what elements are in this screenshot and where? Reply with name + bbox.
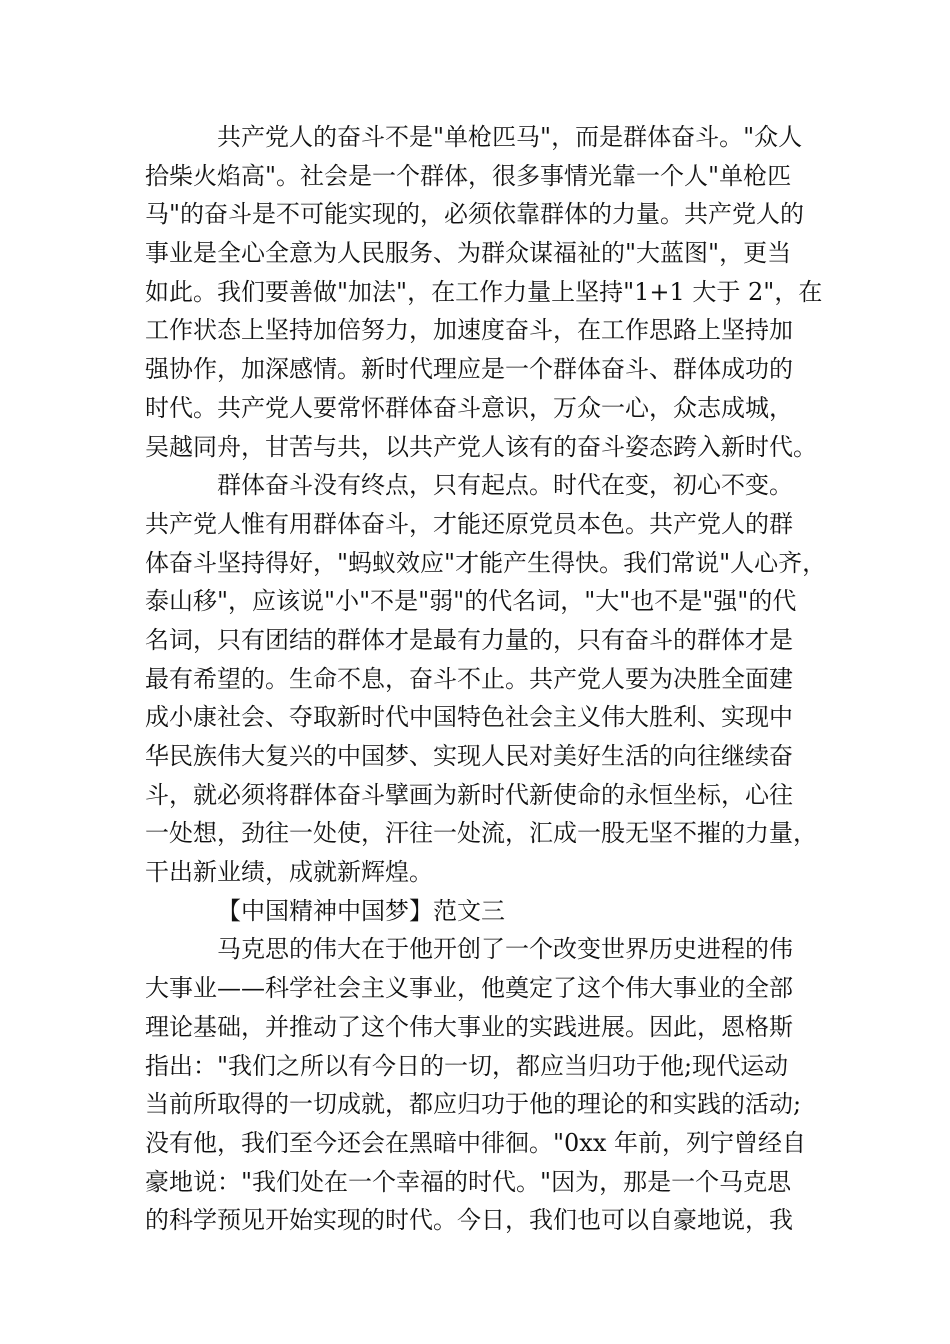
text-line: 的科学预见开始实现的时代。今日，我们也可以自豪地说，我 — [145, 1206, 793, 1235]
text-line: 斗，就必须将群体奋斗擘画为新时代新使命的永恒坐标，心往 — [145, 780, 793, 809]
text-line: 华民族伟大复兴的中国梦、实现人民对美好生活的向往继续奋 — [145, 742, 793, 770]
document-body — [145, 118, 825, 1240]
text-line: 指出："我们之所以有今日的一切，都应当归功于他;现代运动 — [145, 1051, 789, 1080]
text-line: 体奋斗坚持得好，"蚂蚁效应"才能产生得快。我们常说"人心齐， — [145, 548, 827, 577]
text-line: 时代。共产党人要常怀群体奋斗意识，万众一心，众志成城， — [145, 393, 793, 422]
text-line: 干出新业绩，成就新辉煌。 — [145, 858, 433, 887]
text-line: 工作状态上坚持加倍努力，加速度奋斗，在工作思路上坚持加 — [145, 316, 793, 345]
text-line: 吴越同舟，甘苦与共，以共产党人该有的奋斗姿态跨入新时代。 — [145, 432, 817, 461]
section-heading-sample-three — [145, 892, 825, 931]
text-line: 泰山移"，应该说"小"不是"弱"的代名词，"大"也不是"强"的代 — [145, 587, 797, 616]
text-line: 事业是全心全意为人民服务、为群众谋福祉的"大蓝图"，更当 — [145, 239, 792, 268]
paragraph-no-end-point — [145, 466, 825, 892]
text-line: 一处想，劲往一处使，汗往一处流，汇成一股无坚不摧的力量， — [145, 819, 817, 848]
text-line: 没有他，我们至今还会在黑暗中徘徊。"0xx 年前，列宁曾经自 — [145, 1128, 807, 1157]
text-line: 马"的奋斗是不可能实现的，必须依靠群体的力量。共产党人的 — [145, 200, 805, 229]
text-line: 拾柴火焰高"。社会是一个群体，很多事情光靠一个人"单枪匹 — [145, 161, 792, 190]
text-line: 最有希望的。生命不息，奋斗不止。共产党人要为决胜全面建 — [145, 664, 793, 693]
text-line: 如此。我们要善做"加法"，在工作力量上坚持"1+1 大于 2"，在 — [145, 277, 823, 306]
text-line: 豪地说："我们处在一个幸福的时代。"因为，那是一个马克思 — [145, 1167, 792, 1196]
text-line: 共产党人的奋斗不是"单枪匹马"，而是群体奋斗。"众人 — [217, 123, 803, 151]
text-line: 马克思的伟大在于他开创了一个改变世界历史进程的伟 — [217, 935, 793, 964]
text-line: 名词，只有团结的群体才是最有力量的，只有奋斗的群体才是 — [145, 625, 793, 654]
paragraph-struggle-as-group — [145, 118, 825, 466]
text-line: 强协作，加深感情。新时代理应是一个群体奋斗、群体成功的 — [145, 355, 793, 384]
text-line: 共产党人惟有用群体奋斗，才能还原党员本色。共产党人的群 — [145, 509, 793, 538]
text-line: 理论基础，并推动了这个伟大事业的实践进展。因此，恩格斯 — [145, 1012, 793, 1041]
section-heading: 【中国精神中国梦】范文三 — [217, 896, 505, 925]
text-line: 成小康社会、夺取新时代中国特色社会主义伟大胜利、实现中 — [145, 703, 793, 732]
paragraph-marx-greatness — [145, 930, 825, 1240]
text-line: 群体奋斗没有终点，只有起点。时代在变，初心不变。 — [217, 471, 793, 500]
text-line: 当前所取得的一切成就，都应归功于他的理论的和实践的活动; — [145, 1090, 802, 1119]
text-line: 大事业——科学社会主义事业，他奠定了这个伟大事业的全部 — [145, 974, 793, 1003]
